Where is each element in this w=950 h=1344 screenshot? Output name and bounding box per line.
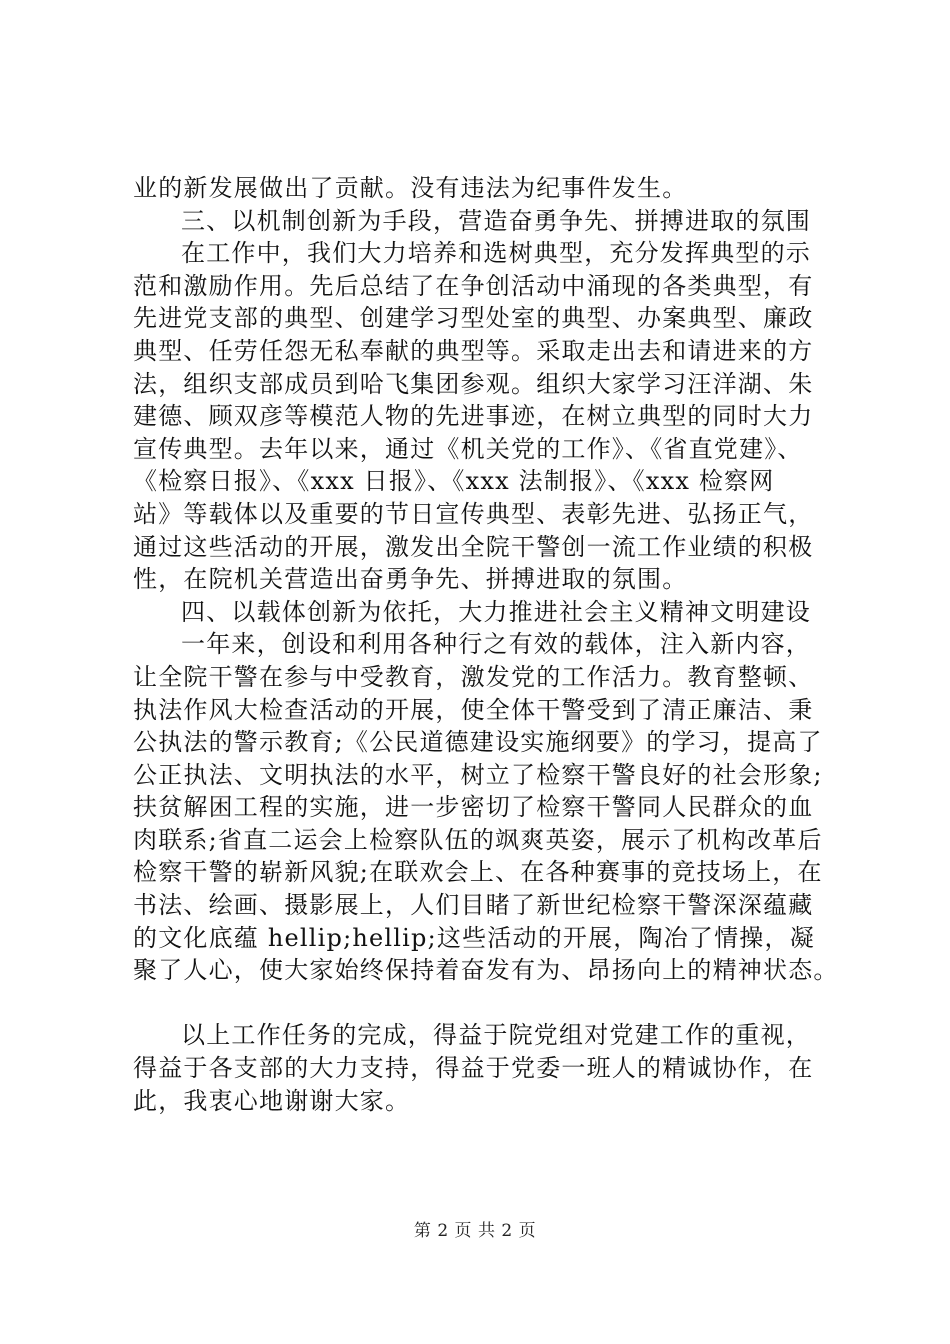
text-line: 以上工作任务的完成，得益于院党组对党建工作的重视， (181, 1021, 811, 1050)
document-body (133, 172, 839, 1117)
text-line: 《检察日报》、《xxx 日报》、《xxx 法制报》、《xxx 检察网 (133, 467, 775, 496)
section-heading-3: 三、以机制创新为手段，营造奋勇争先、拼搏进取的氛围 (181, 206, 811, 235)
text-line: 宣传典型。去年以来，通过《机关党的工作》、《省直党建》、 (133, 434, 803, 463)
text-line: 性，在院机关营造出奋勇争先、拼搏进取的氛围。 (133, 565, 688, 594)
text-line: 得益于各支部的大力支持，得益于党委一班人的精诚协作，在 (133, 1054, 814, 1083)
page-number: 第 2 页 共 2 页 (413, 1221, 537, 1241)
text-line: 典型、任劳任怨无私奉献的典型等。采取走出去和请进来的方 (133, 336, 814, 365)
text-line: 公正执法、文明执法的水平，树立了检察干警良好的社会形象; (133, 760, 823, 789)
text-line: 范和激励作用。先后总结了在争创活动中涌现的各类典型，有 (133, 271, 814, 300)
text-line: 执法作风大检查活动的开展，使全体干警受到了清正廉洁、秉 (133, 695, 814, 724)
text-line: 让全院干警在参与中受教育，激发党的工作活力。教育整顿、 (133, 662, 814, 691)
text-line: 肉联系;省直二运会上检察队伍的飒爽英姿，展示了机构改革后 (133, 825, 823, 854)
text-line: 检察干警的崭新风貌;在联欢会上、在各种赛事的竞技场上，在 (133, 858, 823, 887)
text-line: 建德、顾双彦等模范人物的先进事迹，在树立典型的同时大力 (133, 402, 814, 431)
blank-line (133, 987, 833, 1020)
text-line: 聚了人心，使大家始终保持着奋发有为、昂扬向上的精神状态。 (133, 956, 839, 985)
text-line: 此，我衷心地谢谢大家。 (133, 1086, 411, 1115)
text-line: 法，组织支部成员到哈飞集团参观。组织大家学习汪洋湖、朱 (133, 369, 814, 398)
text-line: 一年来，创设和利用各种行之有效的载体，注入新内容， (181, 630, 811, 659)
text-line: 业的新发展做出了贡献。没有违法为纪事件发生。 (133, 174, 688, 202)
text-line: 书法、绘画、摄影展上，人们目睹了新世纪检察干警深深蕴藏 (133, 891, 814, 920)
text-line: 的文化底蕴 hellip;hellip;这些活动的开展，陶冶了情操，凝 (133, 923, 815, 952)
text-line: 通过这些活动的开展，激发出全院干警创一流工作业绩的积极 (133, 532, 814, 561)
section-heading-4: 四、以载体创新为依托，大力推进社会主义精神文明建设 (181, 597, 811, 626)
text-line: 公执法的警示教育;《公民道德建设实施纲要》的学习，提高了 (133, 728, 823, 757)
text-line: 在工作中，我们大力培养和选树典型，充分发挥典型的示 (181, 239, 811, 268)
text-line: 先进党支部的典型、创建学习型处室的典型、办案典型、廉政 (133, 304, 814, 333)
text-line: 站》等载体以及重要的节日宣传典型、表彰先进、弘扬正气， (133, 499, 814, 528)
text-line: 扶贫解困工程的实施，进一步密切了检察干警同人民群众的血 (133, 793, 814, 822)
